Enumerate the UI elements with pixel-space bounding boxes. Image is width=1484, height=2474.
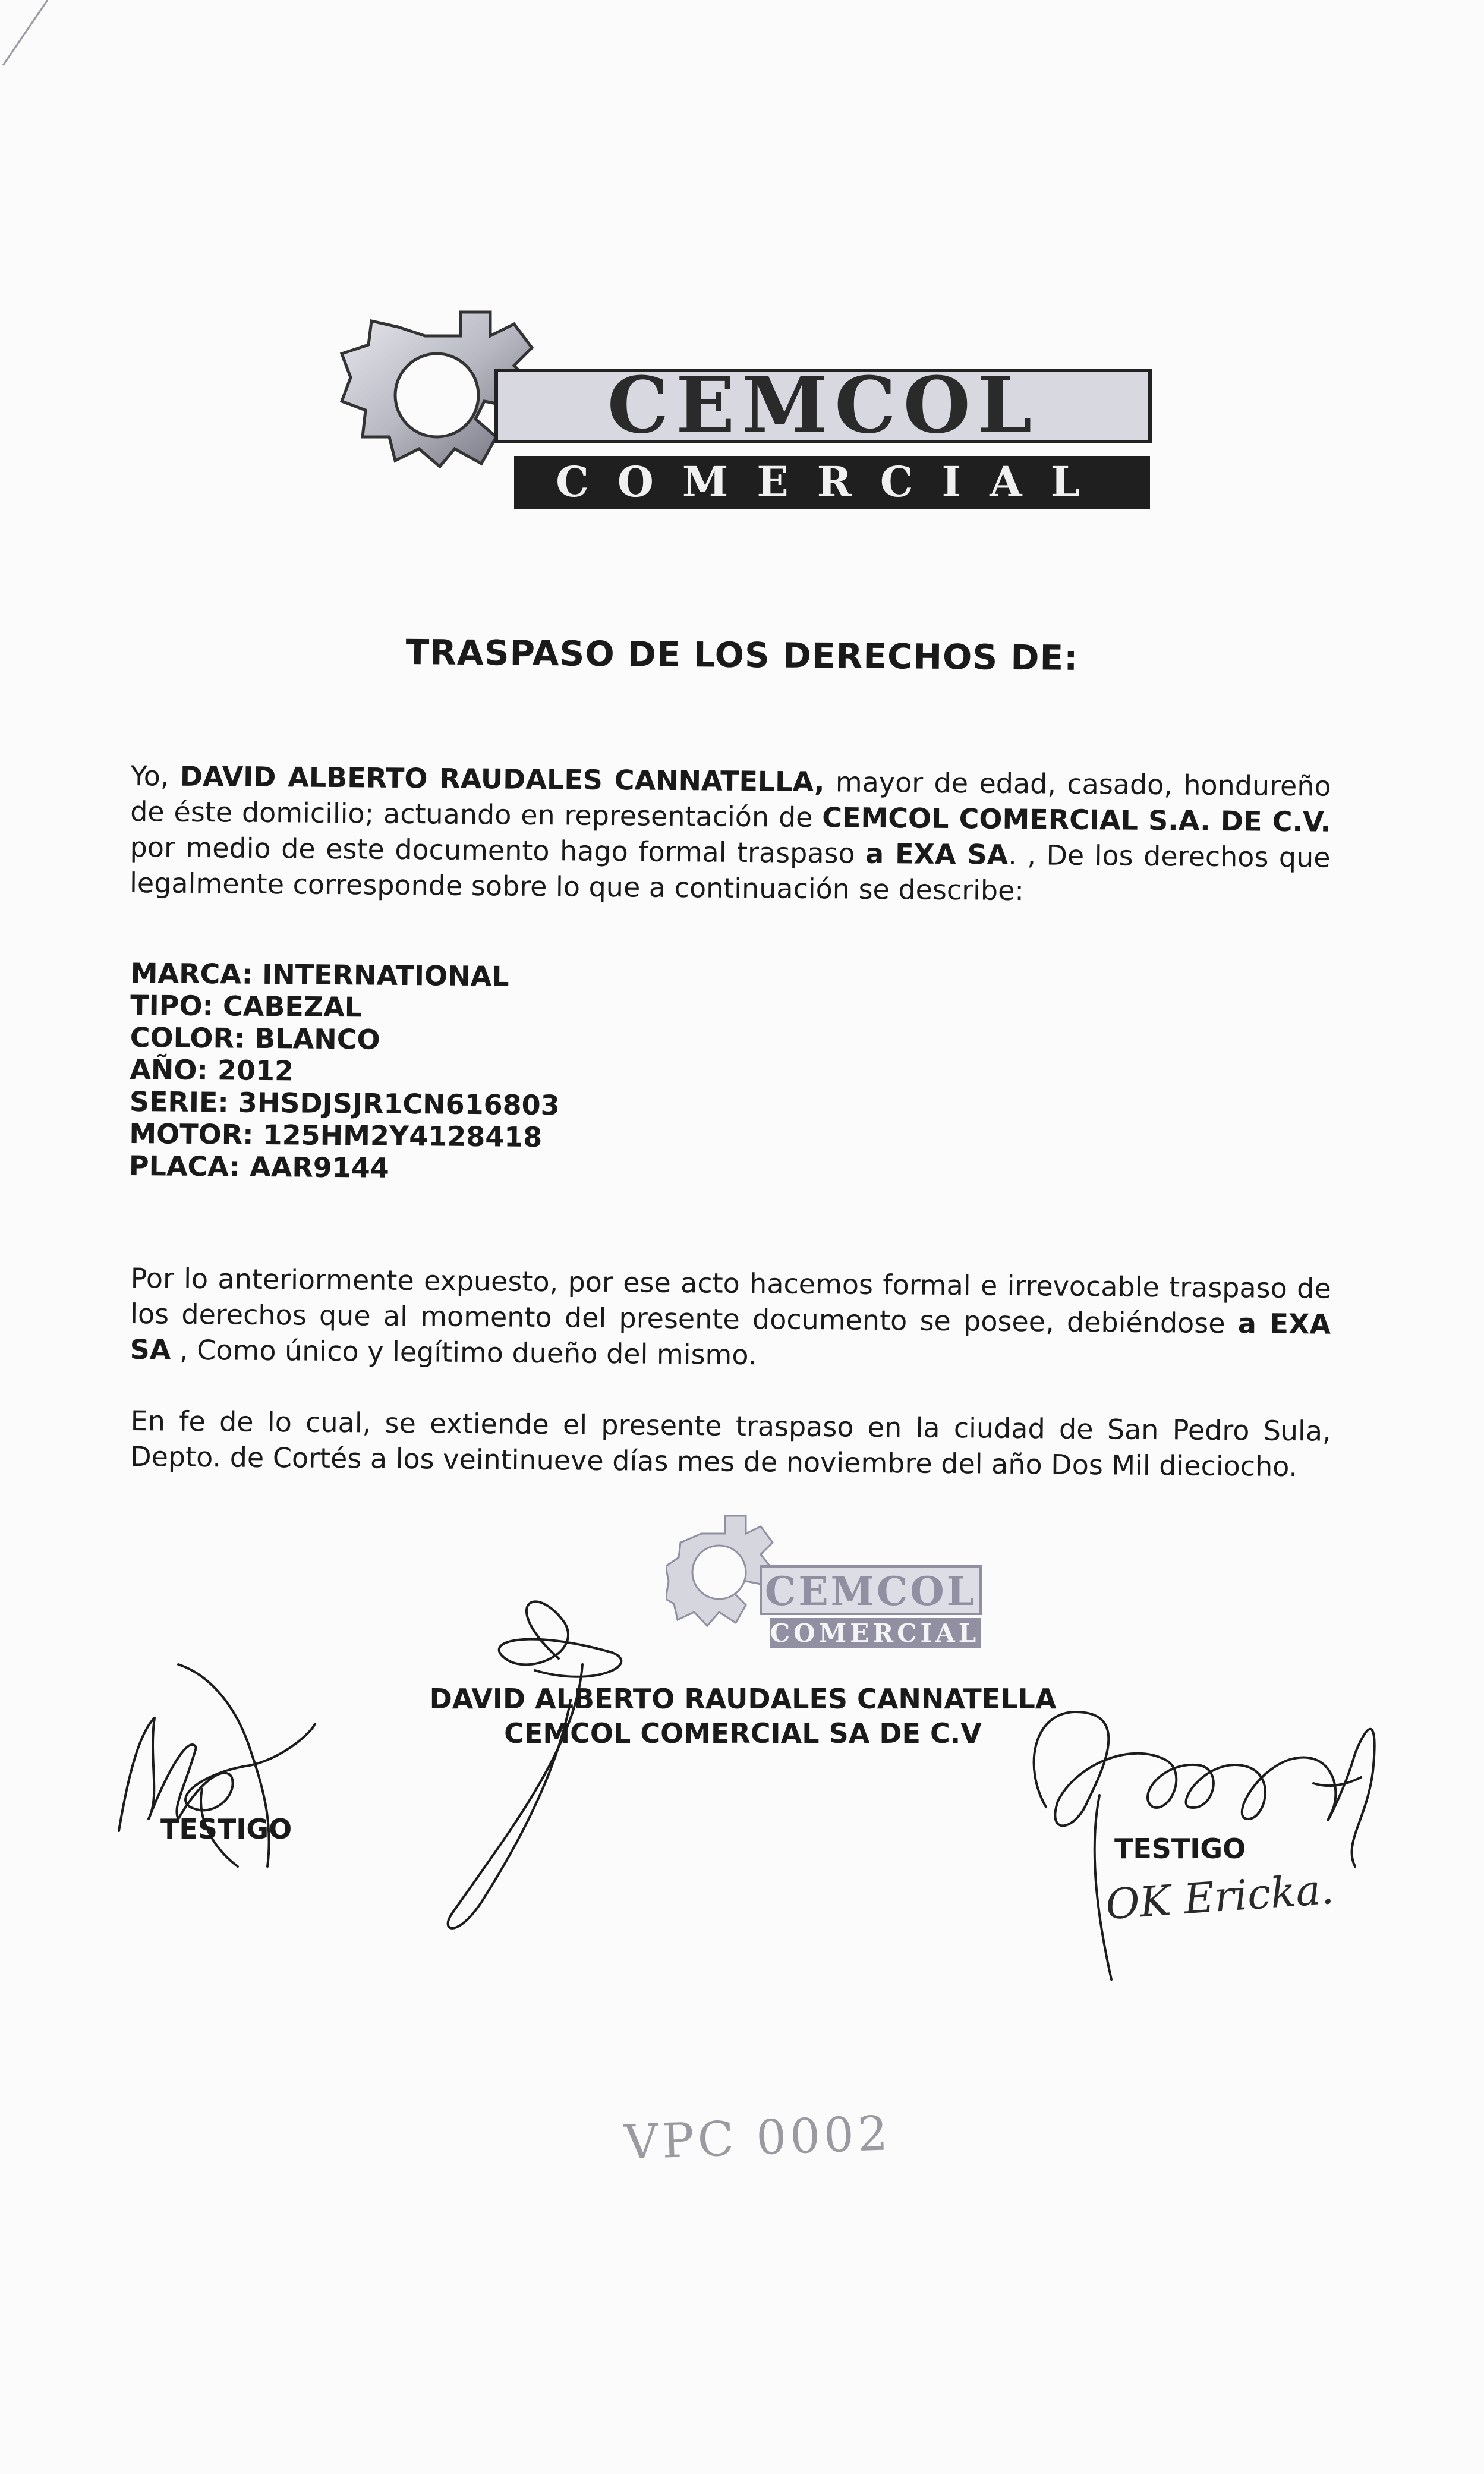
witness-left-label: TESTIGO (160, 1813, 292, 1845)
handwritten-code: VPC 0002 (623, 2105, 893, 2170)
spec-line: MARCA: INTERNATIONAL (130, 957, 509, 993)
spec-line: SERIE: 3HSDJSJR1CN616803 (129, 1085, 560, 1122)
logo-line1: CEMCOL (607, 360, 1039, 451)
spec-line: MOTOR: 125HM2Y4128418 (129, 1117, 543, 1154)
svg-text:CEMCOL: CEMCOL (764, 1568, 977, 1614)
center-signature (416, 1569, 725, 1956)
closing-paragraph: En fe de lo cual, se extiende el presente traspaso en la ciudad de San Pedro Sula, Depto. de Cortés a los veintinueve días mes de noviembre del año Dos Mil dieciocho. (130, 1405, 1331, 1483)
handwritten-note: OK Ericka. (1104, 1864, 1335, 1930)
svg-text:COMERCIAL: COMERCIAL (770, 1619, 980, 1648)
signatory-company: CEMCOL COMERCIAL SA DE C.V (504, 1717, 982, 1749)
spec-line: PLACA: AAR9144 (128, 1149, 390, 1184)
spec-line: TIPO: CABEZAL (130, 989, 363, 1024)
logo-line2: COMERCIAL (556, 457, 1108, 506)
transfer-paragraph: Por lo anteriormente expuesto, por ese acto hacemos formal e irrevocable traspaso de los derechos que al momento del presente documento se posee, debiéndose a EXA SA , Como único y legítimo dueño del mismo. (130, 1262, 1331, 1371)
left-witness-signature (107, 1641, 333, 1890)
cemcol-logo (336, 300, 1156, 523)
corner-mark (0, 0, 53, 71)
signatory-name: DAVID ALBERTO RAUDALES CANNATELLA (429, 1683, 1057, 1715)
spec-line: COLOR: BLANCO (130, 1021, 380, 1056)
vehicle-specs (129, 957, 561, 1185)
document-title: TRASPASO DE LOS DERECHOS DE: (405, 632, 1079, 678)
witness-right-label: TESTIGO (1114, 1833, 1246, 1865)
intro-paragraph: Yo, DAVID ALBERTO RAUDALES CANNATELLA, mayor de edad, casado, hondureño de éste domicilio; actuando en representación de CEMCOL COMERCIAL S.A. DE C.V. por medio de este documento hago formal traspaso a EXA SA. , De los derechos que legalmente corresponde sobre lo que a continuación se describe: (129, 759, 1331, 907)
spec-line: AÑO: 2012 (130, 1053, 294, 1087)
